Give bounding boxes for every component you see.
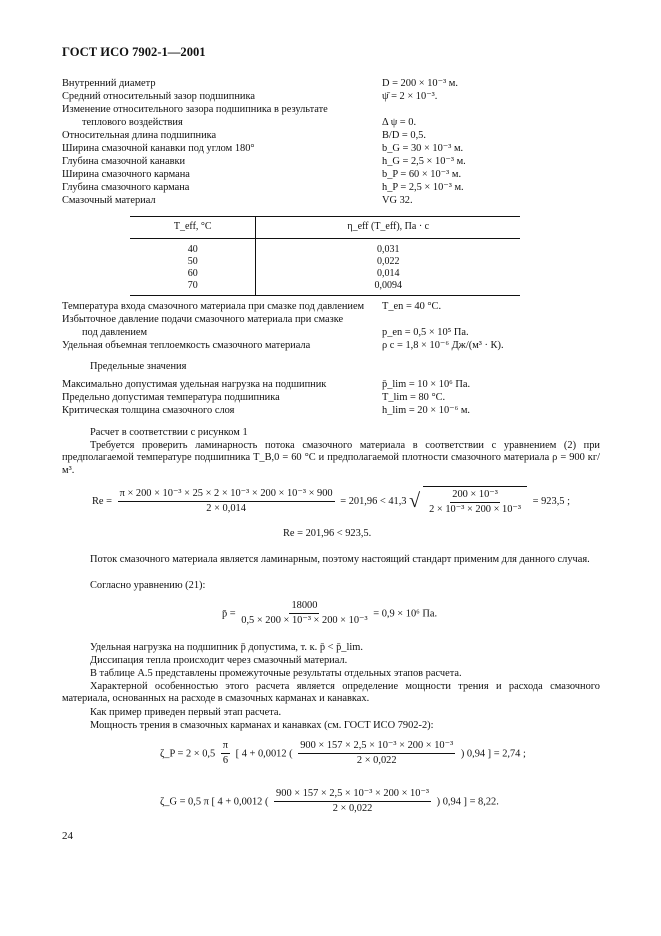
eq-sqrt-fraction (423, 486, 527, 517)
eq-rhs: = 0,9 × 10⁶ Па. (373, 608, 438, 620)
param-label: теплового воздействия (82, 117, 183, 128)
param-label: Смазочный материал (62, 195, 156, 206)
param-value: b_P = 60 × 10⁻³ м. (382, 169, 462, 180)
equation-pressure (222, 600, 437, 628)
eq-numerator: 900 × 157 × 2,5 × 10⁻³ × 200 × 10⁻³ (274, 788, 431, 802)
eq-lhs: ζ_P = 2 × 0,5 (160, 748, 216, 760)
viscosity-table (130, 216, 520, 296)
eq-fraction (118, 488, 335, 516)
eq-denominator: 2 × 0,022 (332, 803, 373, 815)
param-value: h_P = 2,5 × 10⁻³ м. (382, 182, 464, 193)
table-cell: 0,0094 (256, 280, 520, 296)
supply-label: Удельная объемная теплоемкость смазочного материала (62, 340, 311, 351)
param-value: b_G = 30 × 10⁻³ м. (382, 143, 464, 154)
calc-paragraph: Характерной особенностью этого расчета является определение мощности трения и расхода смазочного материала, основанных на расходе в смазочных карманах и канавках. (62, 681, 600, 705)
eq-denominator: 2 × 10⁻³ × 200 × 10⁻³ (429, 504, 522, 516)
equation-reynolds (92, 486, 570, 517)
calc-intro: Расчет в соответствии с рисунком 1 (90, 427, 248, 438)
calc-line: Мощность трения в смазочных карманах и канавках (см. ГОСТ ИСО 7902-2): (90, 720, 434, 731)
calc-line: Как пример приведен первый этап расчета. (90, 707, 282, 718)
eq-rhs: = 923,5 ; (532, 495, 570, 507)
table-cell: 40 (130, 239, 256, 257)
supply-value: T_en = 40 °C. (382, 301, 442, 312)
calc-line: Удельная нагрузка на подшипник p̄ допустима, т. к. p̄ < p̄_lim. (90, 642, 363, 653)
eq-denominator: 6 (222, 755, 229, 767)
limit-value: h_lim = 20 × 10⁻⁶ м. (382, 405, 471, 416)
eq-lhs: Re = (92, 495, 112, 507)
eq-fraction (274, 788, 431, 816)
eq-numerator: 18000 (289, 600, 319, 614)
eq-numerator: π × 200 × 10⁻³ × 25 × 2 × 10⁻³ × 200 × 10⁻³ × 900 (118, 488, 335, 502)
eq-fraction (298, 740, 455, 768)
param-label: Ширина смазочного кармана (62, 169, 190, 180)
eq-numerator: 900 × 157 × 2,5 × 10⁻³ × 200 × 10⁻³ (298, 740, 455, 754)
eq-numerator: π (221, 740, 230, 754)
table-row (130, 239, 520, 257)
param-label: Изменение относительного зазора подшипника в результате (62, 104, 328, 115)
limit-value: p̄_lim = 10 × 10⁶ Па. (382, 379, 471, 390)
eq-mid: = 201,96 < 41,3 (340, 495, 407, 507)
table-cell: 50 (130, 256, 256, 268)
param-label: Глубина смазочного кармана (62, 182, 190, 193)
table-row (130, 256, 520, 268)
calc-line: Диссипация тепла происходит через смазочный материал. (90, 655, 348, 666)
param-label: Внутренний диаметр (62, 78, 156, 89)
calc-paragraph: Требуется проверить ламинарность потока смазочного материала в соответствии с уравнением (2) при предполагаемой температуре подшипника T_B,0 = 60 °C и предполагаемой плотности смазочного материала ρ = 900 кг/м³. (62, 440, 600, 476)
document-header: ГОСТ ИСО 7902-1—2001 (62, 45, 206, 59)
table-cell: 70 (130, 280, 256, 296)
eq-close: ) 0,94 ] = 2,74 ; (460, 748, 526, 760)
table-cell: 60 (130, 268, 256, 280)
supply-label: Температура входа смазочного материала при смазке под давлением (62, 301, 365, 312)
eq-numerator: 200 × 10⁻³ (450, 489, 500, 503)
param-value: h_G = 2,5 × 10⁻³ м. (382, 156, 466, 167)
table-header-cell: η_eff (T_eff), Па · с (256, 217, 520, 239)
limit-value: T_lim = 80 °C. (382, 392, 446, 403)
eq-open: [ 4 + 0,0012 ( (235, 748, 293, 760)
limit-label: Предельно допустимая температура подшипника (62, 392, 280, 403)
param-value: B/D = 0,5. (382, 130, 426, 141)
supply-value: p_en = 0,5 × 10⁵ Па. (382, 327, 469, 338)
page-number: 24 (62, 830, 73, 842)
eq-fraction (221, 740, 230, 768)
param-label: Ширина смазочной канавки под углом 180° (62, 143, 255, 154)
equation-reynolds-result: Re = 201,96 < 923,5. (283, 528, 372, 539)
supply-label: Избыточное давление подачи смазочного материала при смазке (62, 314, 344, 325)
limit-label: Максимально допустимая удельная нагрузка на подшипник (62, 379, 327, 390)
param-value: ψ̄ = 2 × 10⁻³. (382, 91, 438, 102)
eq-lhs: ζ_G = 0,5 π [ 4 + 0,0012 ( (160, 796, 269, 808)
eq-close: ) 0,94 ] = 8,22. (436, 796, 499, 808)
table-cell: 0,014 (376, 268, 400, 279)
eq-denominator: 0,5 × 200 × 10⁻³ × 200 × 10⁻³ (241, 615, 368, 627)
param-value: VG 32. (382, 195, 413, 206)
eq-denominator: 2 × 0,014 (206, 502, 246, 514)
table-header-row (130, 217, 520, 239)
eq-fraction (241, 600, 367, 628)
table-row (130, 268, 520, 280)
equation-zeta-p (160, 740, 526, 768)
supply-value: ρ c = 1,8 × 10⁻⁶ Дж/(м³ · К). (382, 340, 504, 351)
limit-label: Критическая толщина смазочного слоя (62, 405, 235, 416)
param-label: Средний относительный зазор подшипника (62, 91, 255, 102)
limits-heading: Предельные значения (90, 361, 187, 372)
param-value: D = 200 × 10⁻³ м. (382, 78, 458, 89)
supply-label: под давлением (82, 327, 148, 338)
calc-line: Согласно уравнению (21): (90, 580, 206, 591)
param-value: Δ ψ = 0. (382, 117, 417, 128)
calc-line: В таблице А.5 представлены промежуточные результаты отдельных этапов расчета. (90, 668, 462, 679)
calc-paragraph: Поток смазочного материала является ламинарным, поэтому настоящий стандарт применим для данного случая. (90, 554, 590, 565)
eq-lhs: p̄ = (222, 608, 236, 620)
table-cell: 0,022 (376, 256, 400, 267)
eq-denominator: 2 × 0,022 (356, 755, 397, 767)
table-cell: 0,031 (376, 244, 400, 255)
table-row (130, 280, 520, 296)
param-label: Глубина смазочной канавки (62, 156, 186, 167)
equation-zeta-g (160, 788, 499, 816)
table-header-cell: T_eff, °C (130, 217, 256, 239)
sqrt-sign-icon: √ (409, 490, 421, 513)
param-label: Относительная длина подшипника (62, 130, 217, 141)
